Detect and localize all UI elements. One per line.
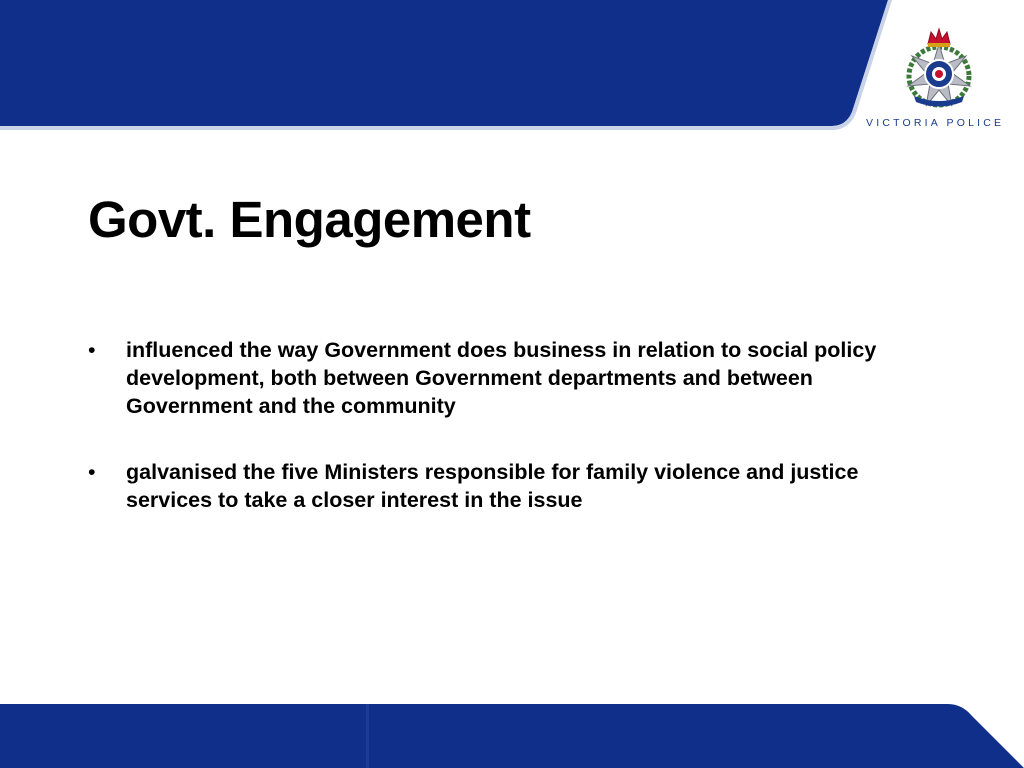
bullet-text: galvanised the five Ministers responsible for family violence and justice services to take a closer interest in the issue — [126, 460, 859, 512]
slide-title: Govt. Engagement — [88, 191, 531, 248]
brand-name: VICTORIA POLICE — [866, 117, 1005, 129]
bullet-text: influenced the way Government does business in relation to social policy development, both between Government departments and between Government and the community — [126, 338, 877, 418]
victoria-police-crest-icon — [900, 26, 978, 110]
bullet-marker: • — [88, 338, 96, 362]
bullet-list — [88, 336, 928, 552]
bullet-marker: • — [88, 460, 96, 484]
bullet-item — [88, 336, 928, 420]
header-band — [0, 0, 1024, 130]
footer-band — [0, 704, 1024, 768]
bullet-item — [88, 458, 928, 514]
